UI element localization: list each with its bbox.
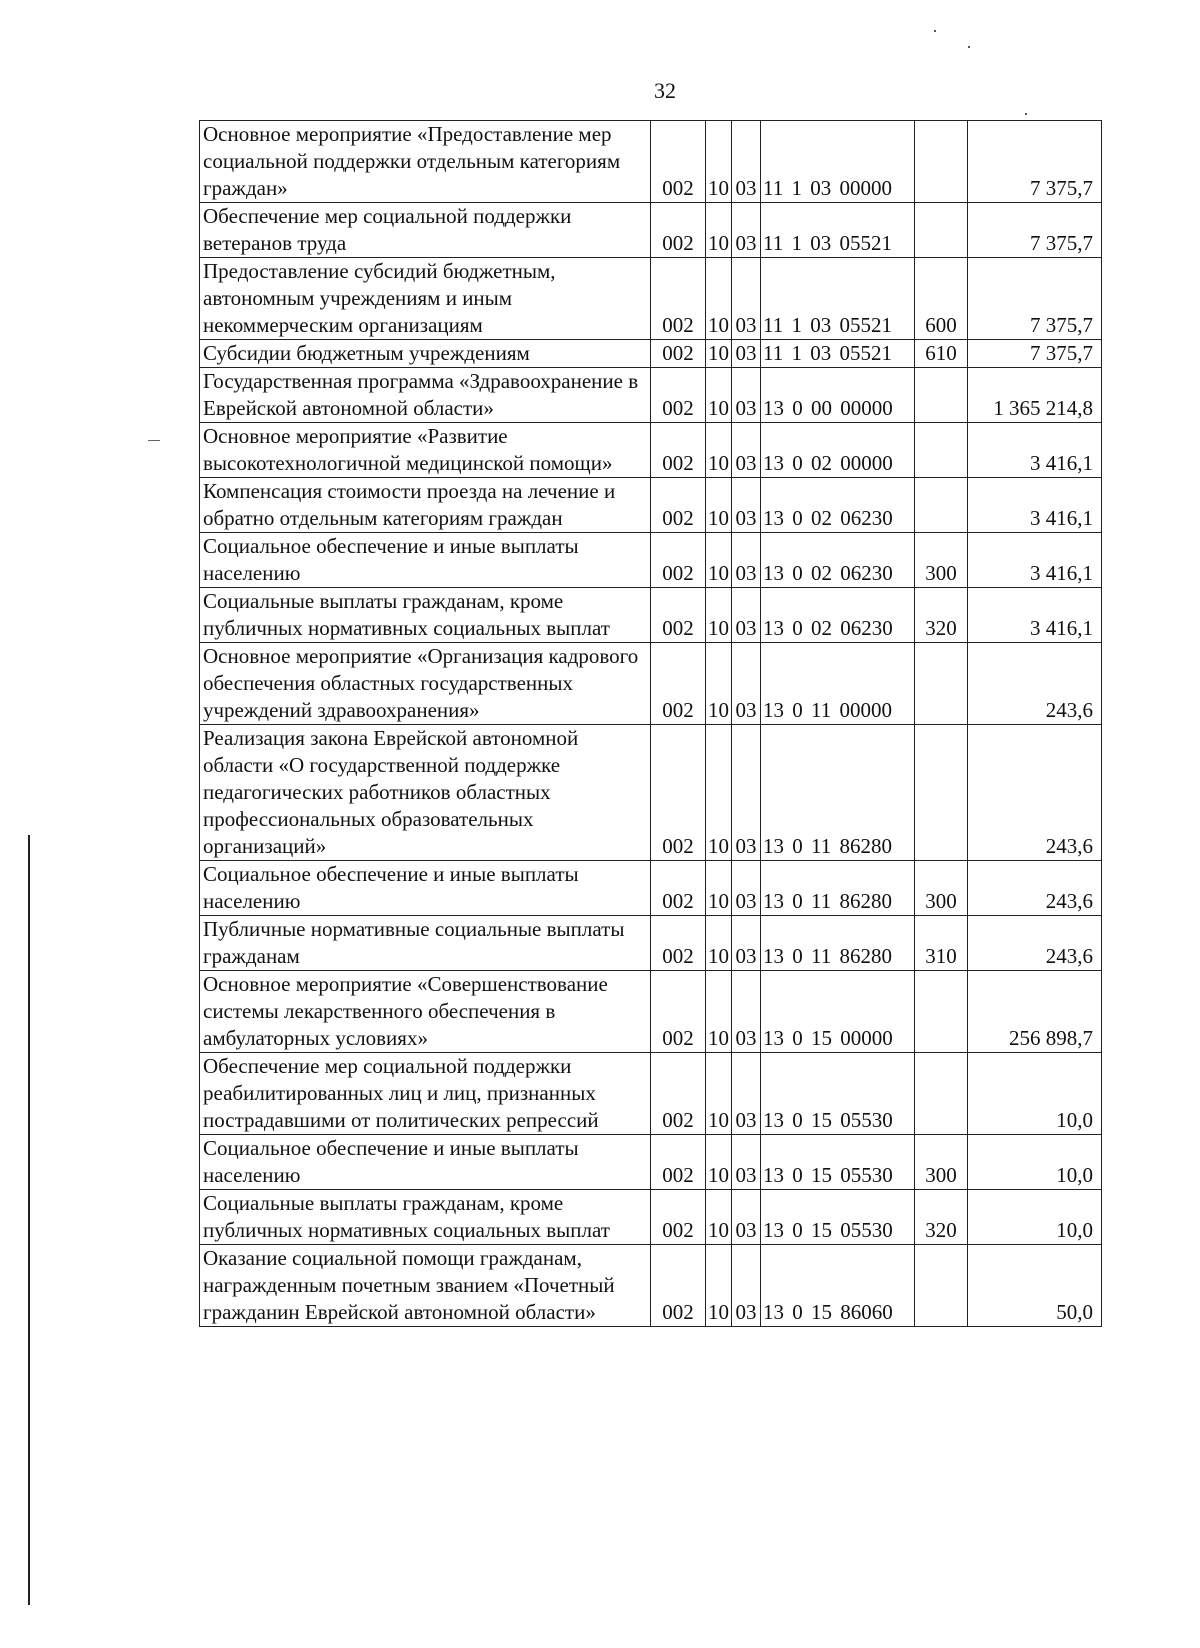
- table-row: [200, 1053, 1102, 1135]
- scan-dot: [968, 46, 970, 48]
- row-name-cell: Реализация закона Еврейской автономной области «О государственной поддержке педагогических работников областных профессиональных образовательных организаций»: [200, 725, 651, 861]
- row-target-article-cell: 13 0 02 06230: [761, 588, 915, 643]
- row-section-cell: 10: [706, 916, 732, 971]
- table-row: [200, 533, 1102, 588]
- row-name-cell: Социальные выплаты гражданам, кроме публичных нормативных социальных выплат: [200, 588, 651, 643]
- row-target-article-cell: 11 1 03 05521: [761, 203, 915, 258]
- row-section-cell: 10: [706, 588, 732, 643]
- row-subsection-cell: 03: [732, 203, 761, 258]
- row-target-article-cell: 13 0 15 05530: [761, 1190, 915, 1245]
- scan-margin-line: [28, 835, 30, 1605]
- row-expense-type-cell: 320: [915, 588, 968, 643]
- row-expense-type-cell: [915, 121, 968, 203]
- budget-table-body: [200, 121, 1102, 1327]
- row-section-cell: 10: [706, 533, 732, 588]
- row-sum-cell: 10,0: [968, 1135, 1102, 1190]
- table-row: [200, 916, 1102, 971]
- row-section-cell: 10: [706, 971, 732, 1053]
- table-row: [200, 258, 1102, 340]
- row-name-cell: Основное мероприятие «Совершенствование системы лекарственного обеспечения в амбулаторных условиях»: [200, 971, 651, 1053]
- row-name-cell: Оказание социальной помощи гражданам, награжденным почетным званием «Почетный гражданин Еврейской автономной области»: [200, 1245, 651, 1327]
- row-gr-cell: 002: [651, 916, 706, 971]
- row-section-cell: 10: [706, 1190, 732, 1245]
- row-gr-cell: 002: [651, 258, 706, 340]
- row-gr-cell: 002: [651, 861, 706, 916]
- row-expense-type-cell: [915, 368, 968, 423]
- table-row: [200, 478, 1102, 533]
- row-subsection-cell: 03: [732, 258, 761, 340]
- row-sum-cell: 10,0: [968, 1053, 1102, 1135]
- row-expense-type-cell: [915, 1053, 968, 1135]
- row-sum-cell: 256 898,7: [968, 971, 1102, 1053]
- table-row: [200, 1190, 1102, 1245]
- row-expense-type-cell: 610: [915, 340, 968, 368]
- row-gr-cell: 002: [651, 423, 706, 478]
- row-gr-cell: 002: [651, 971, 706, 1053]
- row-name-cell: Основное мероприятие «Предоставление мер социальной поддержки отдельным категориям граждан»: [200, 121, 651, 203]
- row-expense-type-cell: 300: [915, 1135, 968, 1190]
- row-sum-cell: 3 416,1: [968, 423, 1102, 478]
- row-name-cell: Социальное обеспечение и иные выплаты населению: [200, 861, 651, 916]
- row-subsection-cell: 03: [732, 588, 761, 643]
- row-target-article-cell: 13 0 11 86280: [761, 861, 915, 916]
- row-gr-cell: 002: [651, 1245, 706, 1327]
- row-expense-type-cell: [915, 478, 968, 533]
- row-sum-cell: 243,6: [968, 916, 1102, 971]
- row-subsection-cell: 03: [732, 340, 761, 368]
- row-target-article-cell: 13 0 00 00000: [761, 368, 915, 423]
- row-sum-cell: 50,0: [968, 1245, 1102, 1327]
- row-sum-cell: 3 416,1: [968, 478, 1102, 533]
- row-gr-cell: 002: [651, 643, 706, 725]
- row-target-article-cell: 11 1 03 00000: [761, 121, 915, 203]
- scan-margin-tick: [148, 440, 160, 441]
- row-expense-type-cell: 300: [915, 861, 968, 916]
- row-subsection-cell: 03: [732, 533, 761, 588]
- scan-dot: [934, 30, 936, 32]
- row-gr-cell: 002: [651, 478, 706, 533]
- row-name-cell: Компенсация стоимости проезда на лечение и обратно отдельным категориям граждан: [200, 478, 651, 533]
- row-gr-cell: 002: [651, 368, 706, 423]
- row-sum-cell: 7 375,7: [968, 121, 1102, 203]
- row-expense-type-cell: [915, 971, 968, 1053]
- table-row: [200, 643, 1102, 725]
- row-target-article-cell: 13 0 11 00000: [761, 643, 915, 725]
- row-gr-cell: 002: [651, 1190, 706, 1245]
- row-subsection-cell: 03: [732, 643, 761, 725]
- row-target-article-cell: 13 0 15 86060: [761, 1245, 915, 1327]
- row-section-cell: 10: [706, 861, 732, 916]
- row-subsection-cell: 03: [732, 1053, 761, 1135]
- row-section-cell: 10: [706, 340, 732, 368]
- row-expense-type-cell: 310: [915, 916, 968, 971]
- row-section-cell: 10: [706, 1245, 732, 1327]
- row-expense-type-cell: 320: [915, 1190, 968, 1245]
- row-subsection-cell: 03: [732, 1190, 761, 1245]
- row-gr-cell: 002: [651, 725, 706, 861]
- row-sum-cell: 243,6: [968, 725, 1102, 861]
- row-subsection-cell: 03: [732, 1245, 761, 1327]
- row-subsection-cell: 03: [732, 861, 761, 916]
- row-sum-cell: 10,0: [968, 1190, 1102, 1245]
- row-subsection-cell: 03: [732, 368, 761, 423]
- row-expense-type-cell: [915, 1245, 968, 1327]
- row-subsection-cell: 03: [732, 478, 761, 533]
- row-section-cell: 10: [706, 478, 732, 533]
- row-sum-cell: 7 375,7: [968, 258, 1102, 340]
- row-expense-type-cell: [915, 423, 968, 478]
- table-row: [200, 423, 1102, 478]
- row-target-article-cell: 13 0 11 86280: [761, 916, 915, 971]
- row-sum-cell: 3 416,1: [968, 533, 1102, 588]
- row-name-cell: Социальное обеспечение и иные выплаты населению: [200, 1135, 651, 1190]
- row-section-cell: 10: [706, 643, 732, 725]
- row-subsection-cell: 03: [732, 971, 761, 1053]
- row-name-cell: Обеспечение мер социальной поддержки ветеранов труда: [200, 203, 651, 258]
- row-target-article-cell: 13 0 02 06230: [761, 533, 915, 588]
- row-sum-cell: 7 375,7: [968, 340, 1102, 368]
- row-target-article-cell: 13 0 15 05530: [761, 1053, 915, 1135]
- row-name-cell: Социальное обеспечение и иные выплаты населению: [200, 533, 651, 588]
- table-row: [200, 121, 1102, 203]
- row-expense-type-cell: [915, 643, 968, 725]
- row-subsection-cell: 03: [732, 1135, 761, 1190]
- row-name-cell: Социальные выплаты гражданам, кроме публичных нормативных социальных выплат: [200, 1190, 651, 1245]
- row-gr-cell: 002: [651, 1135, 706, 1190]
- row-gr-cell: 002: [651, 340, 706, 368]
- budget-table: [199, 120, 1102, 1327]
- row-sum-cell: 3 416,1: [968, 588, 1102, 643]
- row-name-cell: Государственная программа «Здравоохранение в Еврейской автономной области»: [200, 368, 651, 423]
- row-expense-type-cell: [915, 203, 968, 258]
- row-section-cell: 10: [706, 368, 732, 423]
- row-sum-cell: 7 375,7: [968, 203, 1102, 258]
- row-target-article-cell: 13 0 15 05530: [761, 1135, 915, 1190]
- row-section-cell: 10: [706, 725, 732, 861]
- table-row: [200, 368, 1102, 423]
- row-sum-cell: 243,6: [968, 643, 1102, 725]
- row-section-cell: 10: [706, 203, 732, 258]
- row-gr-cell: 002: [651, 533, 706, 588]
- row-sum-cell: 1 365 214,8: [968, 368, 1102, 423]
- row-gr-cell: 002: [651, 1053, 706, 1135]
- table-row: [200, 588, 1102, 643]
- row-subsection-cell: 03: [732, 423, 761, 478]
- row-name-cell: Обеспечение мер социальной поддержки реабилитированных лиц и лиц, признанных пострадавшими от политических репрессий: [200, 1053, 651, 1135]
- row-gr-cell: 002: [651, 203, 706, 258]
- row-expense-type-cell: 600: [915, 258, 968, 340]
- table-row: [200, 725, 1102, 861]
- row-subsection-cell: 03: [732, 725, 761, 861]
- row-subsection-cell: 03: [732, 121, 761, 203]
- row-section-cell: 10: [706, 1135, 732, 1190]
- row-gr-cell: 002: [651, 121, 706, 203]
- row-subsection-cell: 03: [732, 916, 761, 971]
- row-section-cell: 10: [706, 258, 732, 340]
- row-gr-cell: 002: [651, 588, 706, 643]
- table-row: [200, 861, 1102, 916]
- row-expense-type-cell: 300: [915, 533, 968, 588]
- row-name-cell: Предоставление субсидий бюджетным, автономным учреждениям и иным некоммерческим организациям: [200, 258, 651, 340]
- table-row: [200, 971, 1102, 1053]
- row-name-cell: Субсидии бюджетным учреждениям: [200, 340, 651, 368]
- row-target-article-cell: 13 0 15 00000: [761, 971, 915, 1053]
- row-target-article-cell: 11 1 03 05521: [761, 340, 915, 368]
- row-section-cell: 10: [706, 423, 732, 478]
- row-target-article-cell: 13 0 11 86280: [761, 725, 915, 861]
- page-number: 32: [654, 78, 676, 103]
- row-name-cell: Основное мероприятие «Организация кадрового обеспечения областных государственных учреждений здравоохранения»: [200, 643, 651, 725]
- row-target-article-cell: 13 0 02 00000: [761, 423, 915, 478]
- row-section-cell: 10: [706, 121, 732, 203]
- table-row: [200, 203, 1102, 258]
- row-name-cell: Публичные нормативные социальные выплаты гражданам: [200, 916, 651, 971]
- table-row: [200, 340, 1102, 368]
- row-target-article-cell: 11 1 03 05521: [761, 258, 915, 340]
- row-expense-type-cell: [915, 725, 968, 861]
- row-name-cell: Основное мероприятие «Развитие высокотехнологичной медицинской помощи»: [200, 423, 651, 478]
- table-row: [200, 1245, 1102, 1327]
- row-target-article-cell: 13 0 02 06230: [761, 478, 915, 533]
- scan-dot: [1025, 113, 1027, 115]
- table-row: [200, 1135, 1102, 1190]
- row-section-cell: 10: [706, 1053, 732, 1135]
- row-sum-cell: 243,6: [968, 861, 1102, 916]
